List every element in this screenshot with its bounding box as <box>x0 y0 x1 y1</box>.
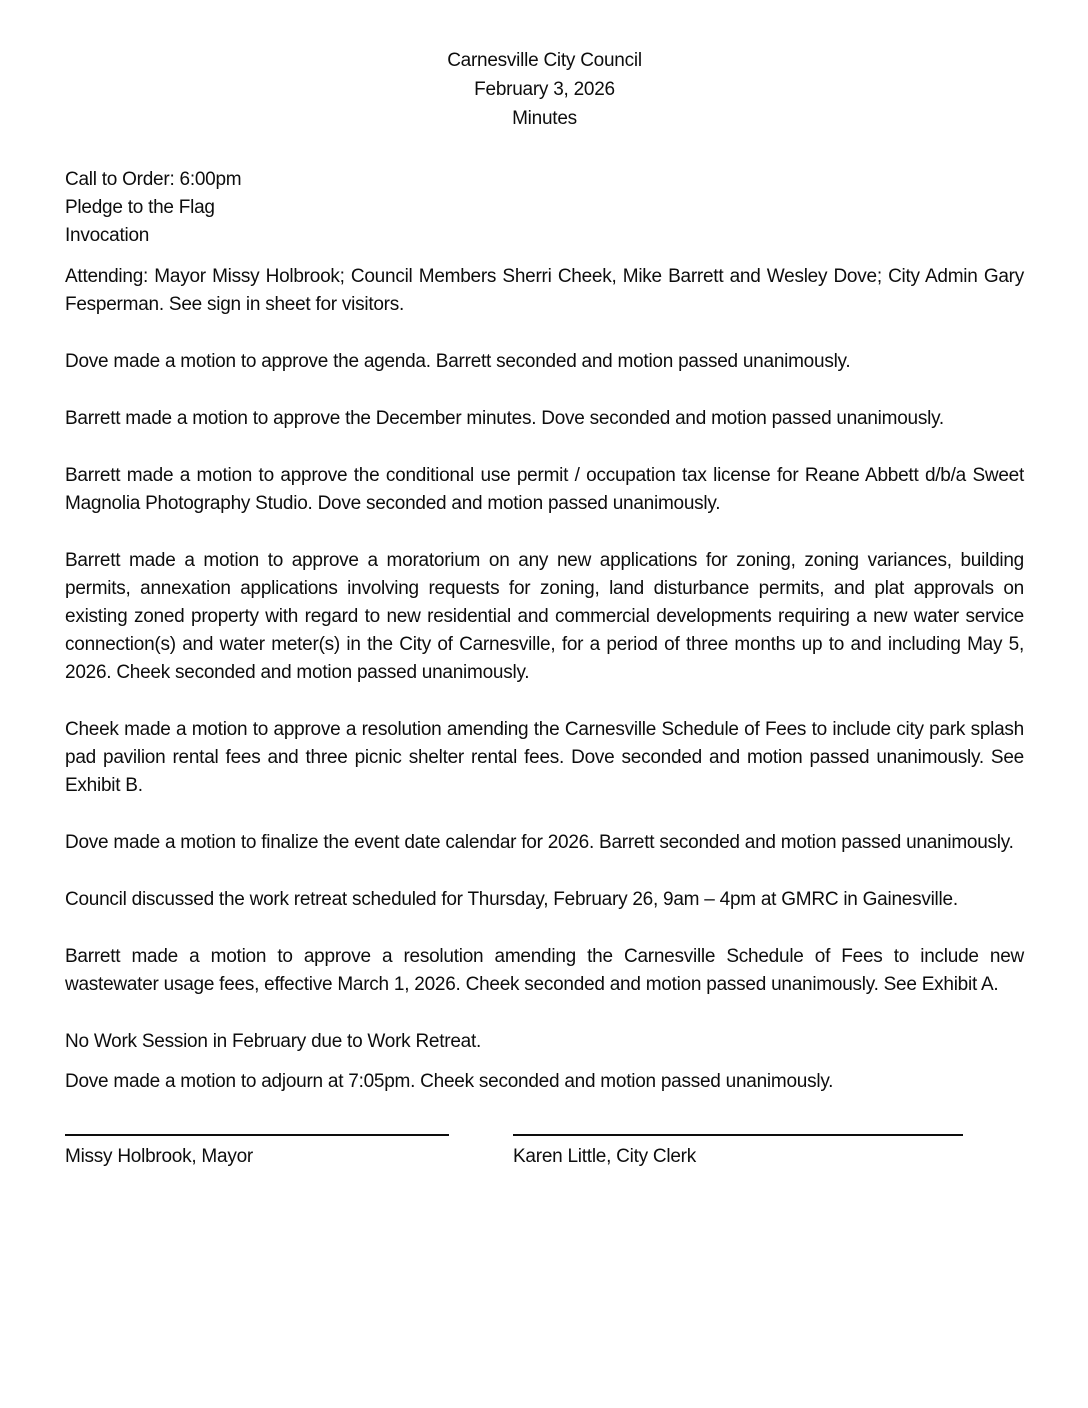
document-header <box>65 46 1024 133</box>
opening-items <box>65 166 1024 250</box>
motion-approve-december-minutes: Barrett made a motion to approve the December minutes. Dove seconded and motion passed unanimously. <box>65 408 944 429</box>
document-subtitle: Minutes <box>512 108 577 129</box>
signature-line-mayor <box>65 1134 449 1136</box>
document-title: Carnesville City Council <box>447 50 642 71</box>
call-to-order-line: Call to Order: 6:00pm <box>65 169 242 190</box>
invocation-line: Invocation <box>65 225 150 246</box>
attendance-paragraph: Attending: Mayor Missy Holbrook; Council Members Sherri Cheek, Mike Barrett and Wesley Dove; City Admin Gary Fesperman. See sign in sheet for visitors. <box>65 266 1024 315</box>
signature-section <box>65 1134 1024 1171</box>
motion-approve-agenda: Dove made a motion to approve the agenda. Barrett seconded and motion passed unanimously. <box>65 351 851 372</box>
motion-conditional-use-permit: Barrett made a motion to approve the conditional use permit / occupation tax license for Reane Abbett d/b/a Sweet Magnolia Photography Studio. Dove seconded and motion passed unanimously. <box>65 465 1024 514</box>
motion-fees-wastewater: Barrett made a motion to approve a resolution amending the Carnesville Schedule of Fees to include new wastewater usage fees, effective March 1, 2026. Cheek seconded and motion passed unanimously. See Exhibit A. <box>65 946 1024 995</box>
signature-name-clerk: Karen Little, City Clerk <box>513 1146 697 1167</box>
motion-fees-park-rentals: Cheek made a motion to approve a resolution amending the Carnesville Schedule of Fees to include city park splash pad pavilion rental fees and three picnic shelter rental fees. Dove seconded and motion passed unanimously. See Exhibit B. <box>65 719 1024 796</box>
motion-moratorium: Barrett made a motion to approve a moratorium on any new applications for zoning, zoning variances, building permits, annexation applications involving requests for zoning, land disturbance permits, and plat approvals on existing zoned property with regard to new residential and commercial developments requiring a new water service connection(s) and water meter(s) in the City of Carnesville, for a period of three months up to and including May 5, 2026. Cheek seconded and motion passed unanimously. <box>65 550 1024 683</box>
signature-name-mayor: Missy Holbrook, Mayor <box>65 1146 253 1167</box>
no-work-session-note: No Work Session in February due to Work Retreat. <box>65 1031 482 1052</box>
signature-block-mayor <box>65 1134 449 1171</box>
signature-block-clerk <box>513 1134 963 1171</box>
pledge-line: Pledge to the Flag <box>65 197 215 218</box>
motion-event-calendar: Dove made a motion to finalize the event date calendar for 2026. Barrett seconded and motion passed unanimously. <box>65 832 1014 853</box>
signature-line-clerk <box>513 1134 963 1136</box>
document-date: February 3, 2026 <box>474 79 615 100</box>
motion-adjourn: Dove made a motion to adjourn at 7:05pm. Cheek seconded and motion passed unanimously. <box>65 1071 834 1092</box>
work-retreat-discussion: Council discussed the work retreat scheduled for Thursday, February 26, 9am – 4pm at GMRC in Gainesville. <box>65 889 958 910</box>
